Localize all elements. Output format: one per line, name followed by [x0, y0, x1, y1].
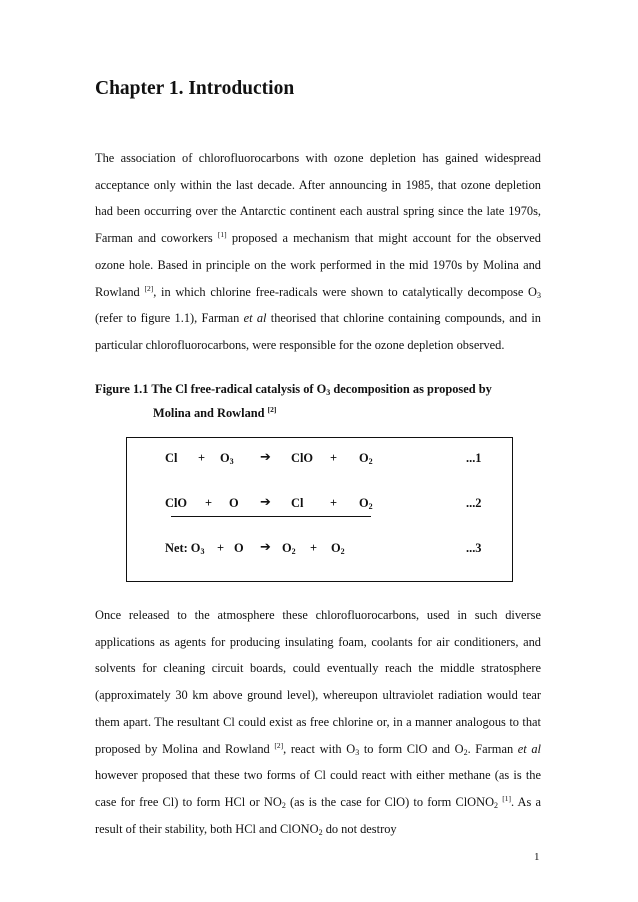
text-run: , react with O: [283, 741, 356, 756]
subscript: 3: [200, 547, 205, 556]
formula: O: [282, 541, 292, 555]
italic-text: et al: [243, 311, 267, 326]
eq3-plus2: +: [310, 541, 318, 555]
eq3-reactant1: [165, 541, 204, 556]
figure-caption-line1: [95, 382, 492, 397]
sum-rule-line: [171, 516, 371, 517]
citation-ref: [1]: [502, 793, 511, 803]
chapter-title: Chapter 1. Introduction: [95, 78, 295, 99]
reaction-arrow-icon: ➔: [260, 495, 271, 510]
text-run: theorised that chlorine containing compounds, and in particular chlorofluorocarbons, were responsible for the ozone depletion observed.: [95, 311, 542, 352]
eq1-reactant1: Cl: [165, 451, 178, 465]
caption-text: Figure 1.1 The Cl free-radical catalysis of O: [95, 382, 327, 396]
eq2-product1: Cl: [291, 496, 304, 510]
formula: O: [359, 451, 369, 465]
text-run: (as is the case for ClO) to form ClONO: [285, 794, 495, 809]
eq2-plus2: +: [330, 496, 338, 510]
subscript: 2: [340, 547, 345, 556]
eq2-reactant2: O: [229, 496, 239, 510]
eq2-plus1: +: [205, 496, 213, 510]
text-run: to form ClO and O: [359, 741, 464, 756]
page-number: 1: [534, 851, 540, 863]
text-run: (refer to figure 1.1), Farman: [95, 311, 244, 326]
subscript: 2: [281, 800, 286, 810]
citation-ref: [2]: [144, 283, 154, 293]
eq2-number: ...2: [466, 496, 482, 510]
subscript: 2: [494, 800, 499, 810]
eq3-product2: [331, 541, 345, 556]
body-paragraph: [95, 602, 541, 842]
intro-paragraph: [95, 145, 541, 359]
subscript: 3: [537, 290, 542, 300]
caption-text: decomposition as proposed by: [330, 382, 492, 396]
text-run: proposed a mechanism that might account for the observed ozone hole. Based in principle on the work performed in the mid 1970s by Molina and Rowland: [95, 231, 541, 299]
italic-text: et al: [517, 741, 541, 756]
eq3-reactant2: O: [234, 541, 244, 555]
text-run: The association of chlorofluorocarbons with ozone depletion has gained widespread acceptance only within the last decade. After announcing in 1985, that ozone depletion had been occurring over the Antarctic continent each austral spring since the late 1970s, Farman and coworkers: [95, 151, 541, 246]
text-run: . As a result of their stability, both HCl and ClONO: [95, 794, 541, 836]
text-run: . Farman: [467, 741, 518, 756]
subscript: 2: [368, 502, 373, 511]
figure-caption-line2: [153, 406, 276, 421]
formula: Net: O: [165, 541, 201, 555]
citation-ref: [1]: [217, 230, 227, 240]
text-run: Once released to the atmosphere these chlorofluorocarbons, used in such diverse applications as agents for producing insulating foam, coolants for air conditioners, and solvents for cleaning circuit boards, could eventually reach the middle stratosphere (approximately 30 km above ground level), whereupon ultraviolet radiation would tear them apart. The resultant Cl could exist as free chlorine or, in a manner analogous to that proposed by Molina and Rowland: [95, 608, 541, 756]
reaction-arrow-icon: ➔: [260, 450, 271, 465]
subscript: 2: [463, 747, 468, 757]
eq3-product1: [282, 541, 296, 556]
eq2-reactant1: ClO: [165, 496, 188, 510]
subscript: 3: [355, 747, 360, 757]
eq1-product1: ClO: [291, 451, 314, 465]
formula: O: [359, 496, 369, 510]
text-run: do not destroy: [322, 821, 397, 836]
eq1-reactant2: [220, 451, 234, 466]
eq1-plus1: +: [198, 451, 206, 465]
formula: O: [331, 541, 341, 555]
text-run: , in which chlorine free-radicals were shown to catalytically decompose O: [153, 284, 538, 299]
text-run: however proposed that these two forms of Cl could react with either methane (as is the case for free Cl) to form HCl or NO: [95, 768, 541, 809]
reaction-arrow-icon: ➔: [260, 540, 271, 555]
eq3-plus1: +: [217, 541, 225, 555]
eq1-plus2: +: [330, 451, 338, 465]
subscript: 2: [318, 827, 323, 837]
subscript: 2: [368, 457, 373, 466]
eq2-product2: [359, 496, 373, 511]
eq3-number: ...3: [466, 541, 482, 555]
subscript: 2: [291, 547, 296, 556]
subscript: 3: [326, 388, 331, 397]
eq1-product2: [359, 451, 373, 466]
formula: O: [220, 451, 230, 465]
caption-text: Molina and Rowland: [153, 406, 268, 420]
citation-ref: [2]: [274, 740, 284, 750]
citation-ref: [2]: [267, 405, 277, 414]
subscript: 3: [229, 457, 234, 466]
eq1-number: ...1: [466, 451, 482, 465]
